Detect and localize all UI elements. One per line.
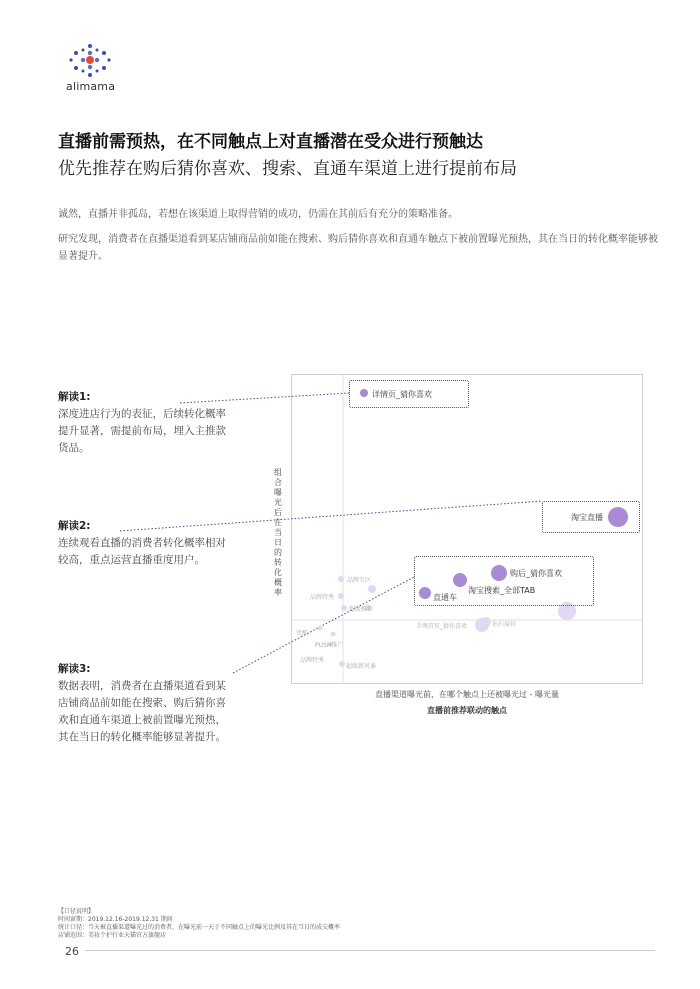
point-faint <box>368 585 376 593</box>
note-2-heading: 解读2: <box>58 520 91 532</box>
point-faint <box>331 632 336 637</box>
footer-line: 统计口径：当天被直播渠道曝光过的消费者，在曝光前一天于不同触点上的曝光比例及其在当日的成交概率 <box>58 924 341 931</box>
note-3-body: 数据表明，消费者在直播渠道看到某店铺商品前如能在搜索、购后猜你喜欢和直通车渠道上被前置曝光预热，其在当日的转化概率能够显著提升。 <box>58 680 226 743</box>
intro-paragraph: 诚然，直播并非孤岛，若想在该渠道上取得营销的成功，仍需在其前后有充分的策略准备。 <box>58 209 458 220</box>
finding-paragraph: 研究发现，消费者在直播渠道看到某店铺商品前如能在搜索、购后猜你喜欢和直通车触点下被前置曝光预热，其在当日的转化概率能够被显著提升。 <box>58 234 658 262</box>
footer-divider <box>85 950 655 951</box>
note-1-body: 深度进店行为的表征，后续转化概率提升显著，需提前布局，埋入主推款货品。 <box>58 408 226 454</box>
footer-line: 店铺范围：美妆个护行业天猫官方旗舰店 <box>58 932 167 939</box>
faint-label: 超级推荐 <box>349 606 374 613</box>
faint-label: 超级新风暴 <box>346 663 377 670</box>
footer-line: 时间窗期：2019.12.16-2019.12.31 期间 <box>58 916 173 923</box>
brand-name: alimama <box>66 80 116 93</box>
label-ztc: 直通车 <box>433 593 457 602</box>
label-post-purchase: 购后_猜你喜欢 <box>510 569 562 578</box>
point-faint <box>339 661 345 667</box>
label-detail-page: 详情页_猜你喜欢 <box>372 390 432 399</box>
point-faint <box>341 605 347 611</box>
note-1-connector <box>180 393 349 403</box>
point-faint <box>338 593 344 599</box>
note-2-connector <box>120 501 542 531</box>
x-axis-title: 直播前推荐联动的触点 <box>427 706 507 715</box>
faint-label: PUSH推广 <box>315 642 344 649</box>
faint-label: 手淘首页_猜你喜欢 <box>416 623 468 630</box>
footer-title: 【口径说明】 <box>58 908 95 915</box>
faint-label: 品牌专区 <box>347 577 372 584</box>
faint-label: 品牌特秀 <box>300 657 325 664</box>
y-axis-label: 组合曝光后在当日的转化概率 <box>274 468 282 597</box>
note-2-body: 连续观看直播的消费者转化概率相对较高，重点运营直播重度用户。 <box>58 537 226 566</box>
faint-label: 品牌特秀 <box>310 594 335 601</box>
label-taobao-live: 淘宝直播 <box>571 513 603 522</box>
page-number: 26 <box>65 945 79 958</box>
note-1-heading: 解读1: <box>58 391 91 403</box>
note-3-heading: 解读3: <box>58 663 91 675</box>
point-faint <box>338 576 344 582</box>
page-title: 直播前需预热，在不同触点上对直播潜在受众进行预触达 <box>58 132 483 152</box>
point-faint <box>481 617 491 627</box>
faint-label: 优酷 <box>296 630 309 637</box>
label-taobao-search: 淘宝搜索_全部TAB <box>468 586 536 595</box>
x-axis-label: 直播渠道曝光前，在哪个触点上还被曝光过 - 曝光量 <box>375 690 559 699</box>
faint-label: 钻石展位 <box>492 621 517 628</box>
point-faint <box>318 626 323 631</box>
page-subtitle: 优先推荐在购后猜你喜欢、搜索、直通车渠道上进行提前布局 <box>58 159 517 179</box>
